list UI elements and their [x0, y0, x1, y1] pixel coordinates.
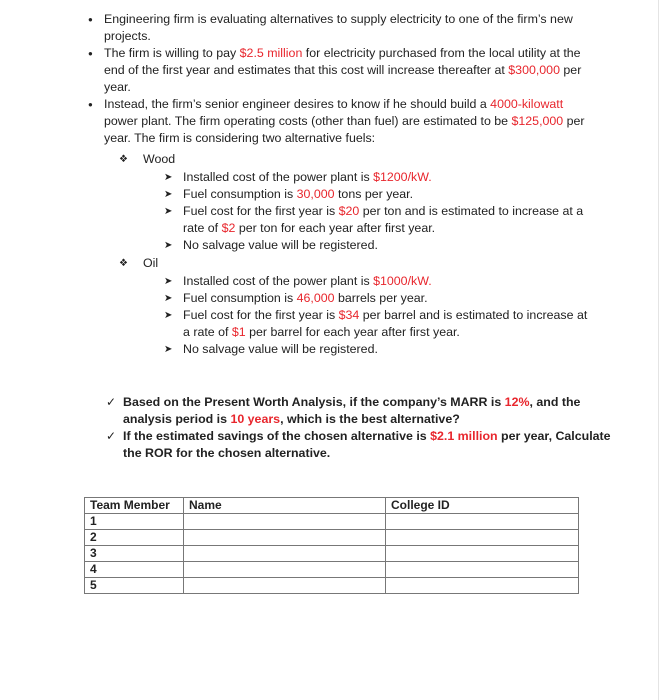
- text-line: [123, 445, 330, 462]
- arrow-bullet-icon: ➤: [164, 310, 173, 321]
- table-row: [85, 578, 579, 594]
- table-row: [85, 514, 579, 530]
- text-segment: Fuel cost for the first year is: [183, 308, 339, 322]
- table-row: [85, 530, 579, 546]
- header-name: Name: [184, 498, 386, 514]
- bullet-icon: ●: [88, 15, 93, 24]
- text-segment: per ton and is estimated to increase at a: [359, 204, 584, 218]
- highlighted-value: 46,000: [296, 291, 335, 305]
- text-segment: for electricity purchased from the local utility at the: [302, 46, 581, 60]
- text-segment: , which is the best alternative?: [280, 412, 460, 426]
- text-segment: per: [559, 63, 582, 77]
- text-segment: tons per year.: [334, 187, 414, 201]
- text-segment: year. The firm is considering two alternative fuels:: [104, 131, 376, 145]
- text-line: [104, 113, 585, 130]
- text-line: [183, 220, 435, 237]
- arrow-bullet-icon: ➤: [164, 240, 173, 251]
- text-line: [123, 428, 611, 445]
- bullet-icon: ●: [88, 49, 93, 58]
- text-segment: per year, Calculate: [497, 429, 611, 443]
- text-line: [123, 411, 460, 428]
- checkmark-icon: ✓: [106, 395, 117, 409]
- highlighted-value: $2: [221, 221, 236, 235]
- college-id-cell[interactable]: [386, 562, 579, 578]
- member-number: 3: [85, 546, 184, 562]
- text-line: [123, 394, 580, 411]
- text-segment: No salvage value will be registered.: [183, 238, 378, 252]
- text-segment: end of the first year and estimates that this cost will increase thereafter at: [104, 63, 509, 77]
- highlighted-value: $300,000: [508, 63, 560, 77]
- header-team-member: Team Member: [85, 498, 184, 514]
- member-number: 5: [85, 578, 184, 594]
- table-row: [85, 562, 579, 578]
- name-cell[interactable]: [184, 530, 386, 546]
- highlighted-value: 4000-kilowatt: [490, 97, 564, 111]
- text-line: [183, 324, 460, 341]
- highlighted-value: 12%: [504, 395, 530, 409]
- checkmark-icon: ✓: [106, 429, 117, 443]
- header-college-id: College ID: [386, 498, 579, 514]
- name-cell[interactable]: [184, 578, 386, 594]
- name-cell[interactable]: [184, 514, 386, 530]
- name-cell[interactable]: [184, 562, 386, 578]
- text-segment: Based on the Present Worth Analysis, if the company’s MARR is: [123, 395, 505, 409]
- text-segment: rate of: [183, 221, 222, 235]
- highlighted-value: $125,000: [511, 114, 564, 128]
- college-id-cell[interactable]: [386, 578, 579, 594]
- page-edge: [658, 0, 659, 700]
- member-number: 2: [85, 530, 184, 546]
- text-segment: per: [563, 114, 585, 128]
- diamond-bullet-icon: ❖: [119, 258, 128, 269]
- text-segment: analysis period is: [123, 412, 231, 426]
- text-segment: per barrel for each year after first year.: [245, 325, 460, 339]
- highlighted-value: $2.5 million: [239, 46, 303, 60]
- highlighted-value: $2.1 million: [430, 429, 498, 443]
- text-segment: , and the: [529, 395, 581, 409]
- highlighted-value: $34: [338, 308, 360, 322]
- text-segment: Installed cost of the power plant is: [183, 170, 374, 184]
- highlighted-value: $20: [338, 204, 360, 218]
- text-segment: Fuel consumption is: [183, 187, 297, 201]
- text-line: [104, 11, 573, 28]
- text-line: [183, 203, 583, 220]
- highlighted-value: 30,000: [296, 187, 335, 201]
- text-line: [104, 62, 581, 79]
- highlighted-value: $1200/kW.: [373, 170, 432, 184]
- text-segment: a rate of: [183, 325, 232, 339]
- text-line: [104, 96, 563, 113]
- text-segment: The firm is willing to pay: [104, 46, 240, 60]
- highlighted-value: 10 years: [230, 412, 281, 426]
- text-line: [104, 45, 581, 62]
- table-header-row: [85, 498, 579, 514]
- text-line: [104, 130, 375, 147]
- arrow-bullet-icon: ➤: [164, 344, 173, 355]
- text-line: [183, 307, 587, 324]
- table-row: [85, 546, 579, 562]
- arrow-bullet-icon: ➤: [164, 293, 173, 304]
- arrow-bullet-icon: ➤: [164, 276, 173, 287]
- diamond-bullet-icon: ❖: [119, 154, 128, 165]
- alternative-label: Oil: [143, 256, 159, 270]
- text-segment: Instead, the firm’s senior engineer desires to know if he should build a: [104, 97, 491, 111]
- text-segment: barrels per year.: [334, 291, 428, 305]
- arrow-bullet-icon: ➤: [164, 189, 173, 200]
- text-segment: Installed cost of the power plant is: [183, 274, 374, 288]
- college-id-cell[interactable]: [386, 530, 579, 546]
- arrow-bullet-icon: ➤: [164, 206, 173, 217]
- team-table: [84, 497, 579, 594]
- text-line: [183, 290, 428, 307]
- text-line: [183, 169, 432, 186]
- text-line: [183, 186, 413, 203]
- text-line: [183, 273, 432, 290]
- name-cell[interactable]: [184, 546, 386, 562]
- text-segment: If the estimated savings of the chosen alternative is: [123, 429, 431, 443]
- text-segment: per barrel and is estimated to increase at: [359, 308, 588, 322]
- bullet-icon: ●: [88, 100, 93, 109]
- text-line: [183, 237, 378, 254]
- text-segment: Fuel cost for the first year is: [183, 204, 339, 218]
- arrow-bullet-icon: ➤: [164, 172, 173, 183]
- text-line: [104, 28, 151, 45]
- member-number: 4: [85, 562, 184, 578]
- member-number: 1: [85, 514, 184, 530]
- text-segment: per ton for each year after first year.: [235, 221, 436, 235]
- text-line: [104, 79, 131, 96]
- text-segment: power plant. The firm operating costs (other than fuel) are estimated to be: [104, 114, 512, 128]
- text-segment: projects.: [104, 29, 151, 43]
- highlighted-value: $1: [231, 325, 246, 339]
- college-id-cell[interactable]: [386, 514, 579, 530]
- college-id-cell[interactable]: [386, 546, 579, 562]
- text-segment: No salvage value will be registered.: [183, 342, 378, 356]
- text-segment: Engineering firm is evaluating alternatives to supply electricity to one of the firm’s new: [104, 12, 573, 26]
- text-line: [183, 341, 378, 358]
- text-segment: Fuel consumption is: [183, 291, 297, 305]
- alternative-label: Wood: [143, 152, 176, 166]
- highlighted-value: $1000/kW.: [373, 274, 432, 288]
- text-segment: the ROR for the chosen alternative.: [123, 446, 331, 460]
- text-segment: year.: [104, 80, 131, 94]
